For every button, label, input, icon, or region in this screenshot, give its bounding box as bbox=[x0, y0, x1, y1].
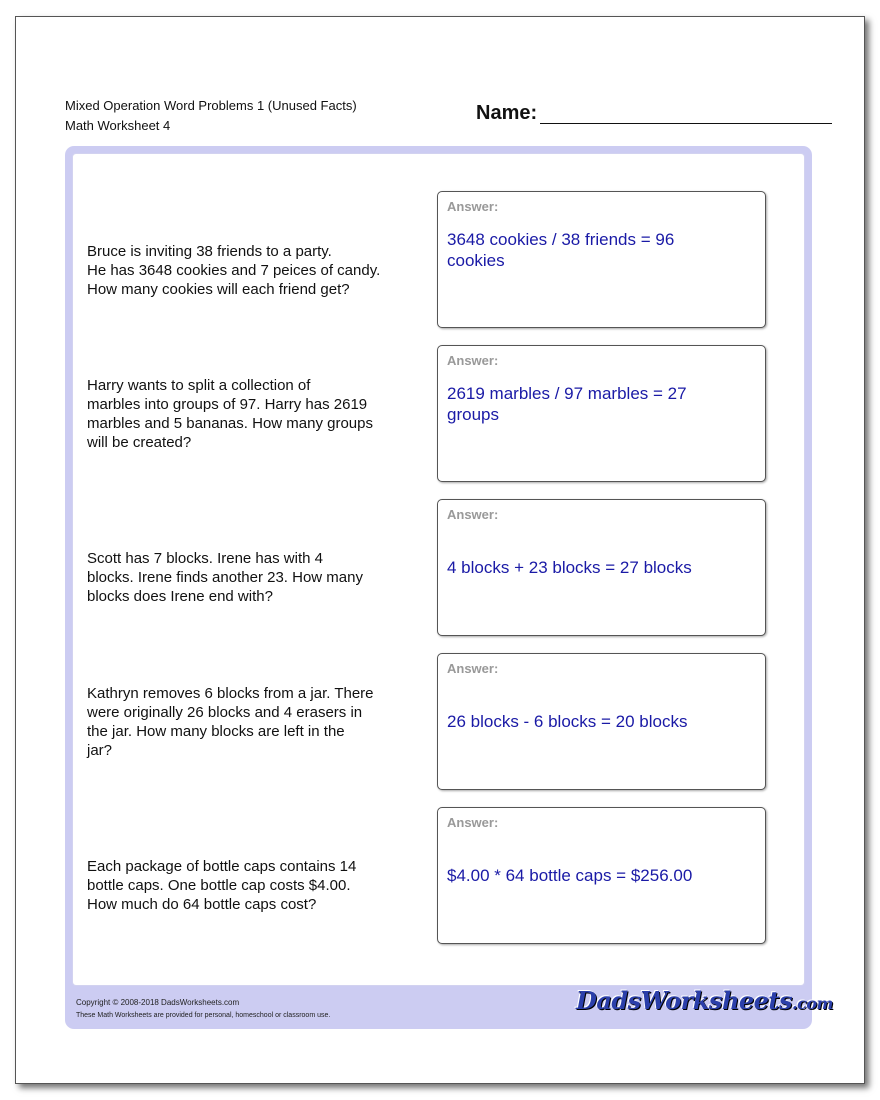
usage-note: These Math Worksheets are provided for personal, homeschool or classroom use. bbox=[76, 1012, 331, 1019]
question-5 bbox=[87, 857, 407, 914]
question-line: jar? bbox=[87, 742, 113, 759]
question-line: Harry wants to split a collection of bbox=[87, 377, 311, 394]
question-line: blocks. Irene finds another 23. How many bbox=[87, 569, 363, 586]
answer-box-2 bbox=[437, 345, 766, 482]
question-line: Scott has 7 blocks. Irene has with 4 bbox=[87, 550, 323, 567]
answer-box-4 bbox=[437, 653, 766, 790]
name-label: Name: bbox=[476, 102, 538, 124]
answer-line: 2619 marbles / 97 marbles = 27 bbox=[447, 384, 687, 403]
question-line: will be created? bbox=[87, 434, 192, 451]
question-line: Bruce is inviting 38 friends to a party. bbox=[87, 243, 332, 260]
answer-label: Answer: bbox=[447, 815, 499, 830]
worksheet-title: Mixed Operation Word Problems 1 (Unused Facts) bbox=[65, 98, 357, 113]
dadsworksheets-logo bbox=[576, 986, 833, 1015]
question-line: the jar. How many blocks are left in the bbox=[87, 723, 345, 740]
question-line: How many cookies will each friend get? bbox=[87, 281, 350, 298]
answer-text-1 bbox=[447, 229, 747, 271]
question-2 bbox=[87, 376, 407, 452]
problems-panel bbox=[72, 153, 805, 986]
question-line: were originally 26 blocks and 4 erasers in bbox=[87, 704, 363, 721]
answer-line: 26 blocks - 6 blocks = 20 blocks bbox=[447, 712, 688, 731]
answer-label: Answer: bbox=[447, 199, 499, 214]
answer-box-1 bbox=[437, 191, 766, 328]
answer-text-2 bbox=[447, 383, 747, 425]
question-line: Each package of bottle caps contains 14 bbox=[87, 858, 357, 875]
answer-label: Answer: bbox=[447, 661, 499, 676]
question-line: marbles and 5 bananas. How many groups bbox=[87, 415, 373, 432]
question-line: He has 3648 cookies and 7 peices of candy. bbox=[87, 262, 381, 279]
logo-suffix: .com bbox=[792, 994, 833, 1013]
answer-line: $4.00 * 64 bottle caps = $256.00 bbox=[447, 866, 693, 885]
question-line: How much do 64 bottle caps cost? bbox=[87, 896, 317, 913]
answer-line: 4 blocks + 23 blocks = 27 blocks bbox=[447, 558, 692, 577]
answer-line: groups bbox=[447, 405, 499, 424]
answer-label: Answer: bbox=[447, 353, 499, 368]
question-line: bottle caps. One bottle cap costs $4.00. bbox=[87, 877, 351, 894]
question-line: marbles into groups of 97. Harry has 2619 bbox=[87, 396, 368, 413]
answer-line: cookies bbox=[447, 251, 505, 270]
question-4 bbox=[87, 684, 407, 760]
name-line bbox=[540, 123, 832, 124]
logo-main: DadsWorksheets bbox=[576, 986, 793, 1015]
question-3 bbox=[87, 549, 407, 606]
answer-text-3 bbox=[447, 557, 747, 578]
answer-box-5 bbox=[437, 807, 766, 944]
worksheet-subtitle: Math Worksheet 4 bbox=[65, 118, 171, 133]
answer-box-3 bbox=[437, 499, 766, 636]
answer-text-4 bbox=[447, 711, 747, 732]
question-line: Kathryn removes 6 blocks from a jar. There bbox=[87, 685, 374, 702]
answer-text-5 bbox=[447, 865, 747, 886]
question-line: blocks does Irene end with? bbox=[87, 588, 273, 605]
problems-frame bbox=[65, 146, 833, 1029]
answer-line: 3648 cookies / 38 friends = 96 bbox=[447, 230, 675, 249]
copyright-text: Copyright © 2008-2018 DadsWorksheets.com bbox=[76, 998, 240, 1007]
question-1 bbox=[87, 242, 407, 299]
answer-label: Answer: bbox=[447, 507, 499, 522]
worksheet-page bbox=[15, 16, 865, 1084]
